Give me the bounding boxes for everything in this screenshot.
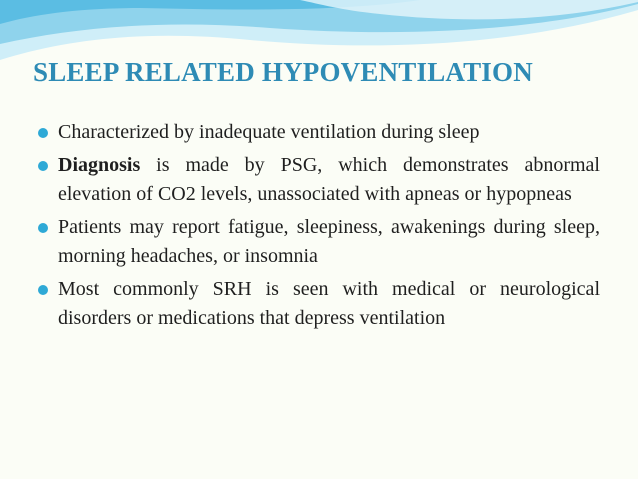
bullet-list — [38, 118, 600, 337]
bullet-dot-icon — [38, 223, 48, 233]
bullet-item — [38, 275, 600, 334]
bullet-text: Characterized by inadequate ventilation during sleep — [58, 121, 480, 143]
bullet-item — [38, 213, 600, 272]
bullet-dot-icon — [38, 128, 48, 138]
bullet-text: is made by PSG, which demonstrates abnormal elevation of CO2 levels, unassociated with apneas or hypopneas — [58, 153, 600, 205]
bullet-item — [38, 118, 600, 148]
slide-title: SLEEP RELATED HYPOVENTILATION — [33, 57, 533, 87]
bullet-dot-icon — [38, 161, 48, 171]
bullet-text: Most commonly SRH is seen with medical or neurological disorders or medications that depress ventilation — [58, 277, 600, 329]
bullet-dot-icon — [38, 285, 48, 295]
bullet-item — [38, 151, 600, 210]
bullet-bold-term: Diagnosis — [58, 153, 141, 176]
bullet-text: Patients may report fatigue, sleepiness, awakenings during sleep, morning headaches, or insomnia — [58, 215, 600, 267]
